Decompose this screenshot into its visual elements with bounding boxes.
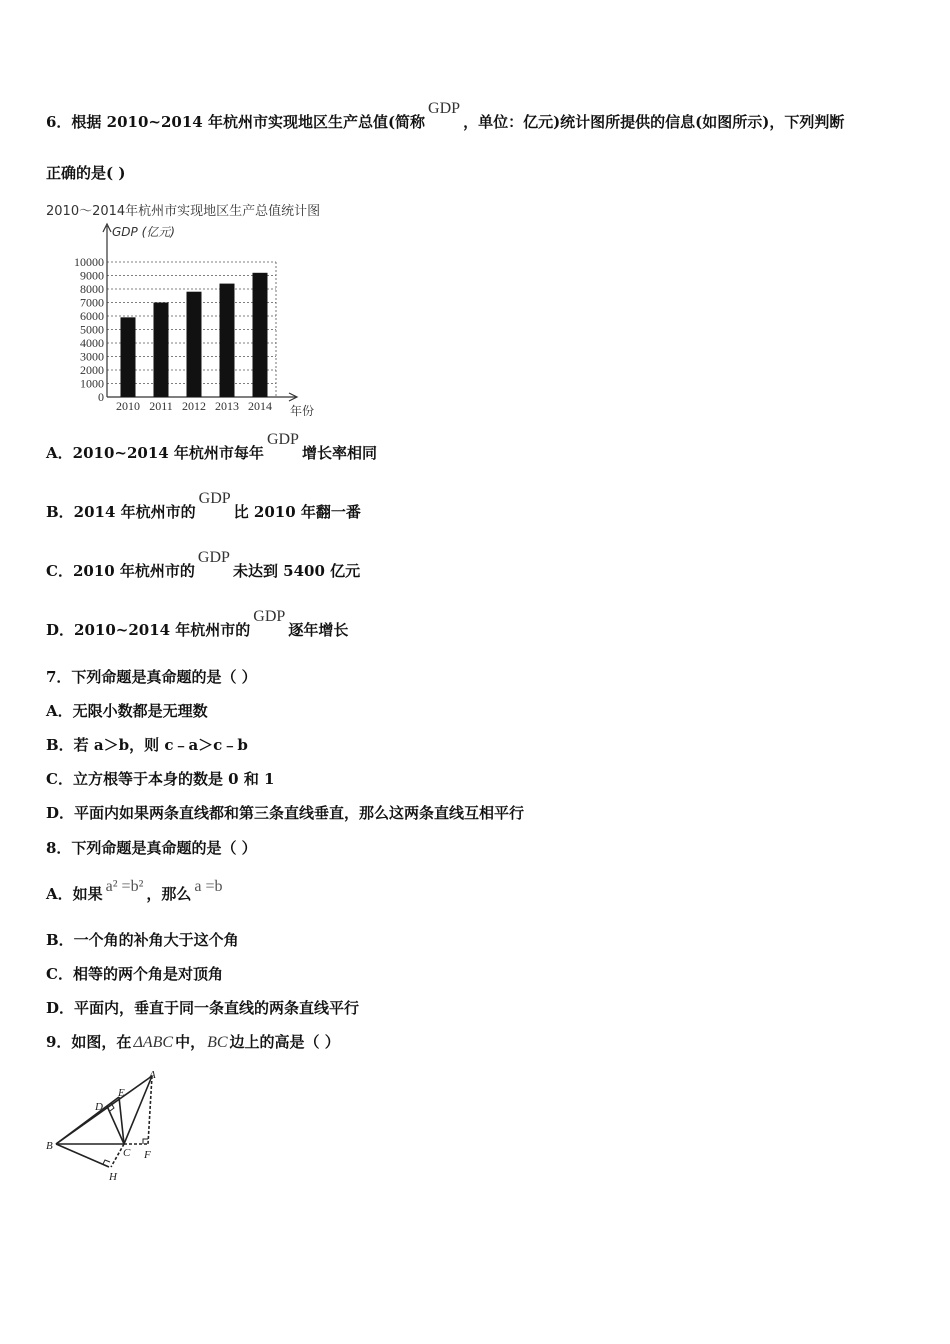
q8-option-d: D．平面内，垂直于同一条直线的两条直线平行 — [46, 999, 360, 1017]
segment-be — [56, 1097, 119, 1144]
q7-option-b: B．若 a＞b，则 c﹣a＞c﹣b — [46, 736, 248, 754]
q9-triangle-symbol: ΔABC — [133, 1034, 174, 1051]
q6-option-d-part1: D．2010~2014 年杭州市的 — [46, 621, 251, 639]
gdp-bar-chart — [44, 200, 344, 420]
bar — [121, 317, 136, 397]
triangle-figure — [44, 1070, 174, 1190]
y-tick-label: 5000 — [80, 322, 104, 337]
q7-option-a: A．无限小数都是无理数 — [46, 702, 208, 720]
q7-option-c: C．立方根等于本身的数是 0 和 1 — [46, 770, 275, 788]
q6-stem-part1: 6．根据 2010~2014 年杭州市实现地区生产总值(简称 — [46, 113, 426, 131]
q8-option-b: B．一个角的补角大于这个角 — [46, 931, 239, 949]
q6-option-b-gdp: GDP — [198, 490, 231, 507]
q8-option-a-part1: A．如果 — [46, 885, 103, 903]
x-tick-label: 2014 — [248, 399, 272, 413]
q6-gdp-term: GDP — [428, 100, 461, 117]
q8-option-a-part2: ，那么 — [146, 885, 192, 903]
chart-title: 2010～2014年杭州市实现地区生产总值统计图 — [46, 204, 321, 219]
y-tick-label: 3000 — [80, 349, 104, 364]
y-tick-label: 0 — [98, 390, 104, 404]
y-tick-label: 1000 — [80, 376, 104, 391]
y-tick-label: 7000 — [80, 295, 104, 310]
q8-option-a — [46, 878, 226, 905]
y-tick-label: 2000 — [80, 363, 104, 377]
q6-option-a-part1: A．2010~2014 年杭州市每年 — [46, 444, 264, 462]
y-tick-label: 9000 — [80, 268, 104, 283]
q8-option-c: C．相等的两个角是对顶角 — [46, 965, 223, 983]
x-tick-label: 2011 — [149, 399, 173, 413]
q6-option-c-part1: C．2010 年杭州市的 — [46, 562, 195, 580]
q9-stem-part1: 9．如图，在 — [46, 1033, 132, 1051]
q9-stem-part3: 边上的高是（ ） — [229, 1033, 340, 1051]
q7-stem: 7．下列命题是真命题的是（ ） — [46, 668, 257, 686]
right-angle-h — [103, 1160, 110, 1164]
q6-stem-line2: 正确的是( ) — [46, 164, 126, 182]
bar — [154, 303, 169, 398]
label-e: E — [118, 1087, 125, 1099]
bar — [187, 292, 202, 397]
y-tick-label: 6000 — [80, 309, 104, 323]
q9-stem — [46, 1032, 340, 1053]
q6-option-a-part2: 增长率相同 — [301, 444, 377, 462]
q6-option-a-gdp: GDP — [266, 431, 299, 448]
y-tick-label: 10000 — [74, 255, 104, 269]
q6-stem-part2: ，单位：亿元)统计图所提供的信息(如图所示)，下列判断 — [463, 113, 845, 131]
q6-option-b — [46, 490, 361, 523]
bar — [253, 273, 268, 397]
x-tick-label: 2012 — [182, 399, 206, 413]
q6-option-d — [46, 608, 349, 641]
label-h: H — [109, 1171, 117, 1183]
segment-bh — [56, 1144, 109, 1167]
label-f: F — [144, 1149, 151, 1161]
q6-option-c — [46, 549, 361, 582]
label-c: C — [123, 1147, 131, 1159]
q9-side-bc: BC — [207, 1034, 228, 1051]
q7-option-d: D．平面内如果两条直线都和第三条直线垂直，那么这两条直线互相平行 — [46, 804, 525, 822]
y-tick-label: 8000 — [80, 282, 104, 296]
q6-option-a — [46, 431, 377, 464]
q6-stem-line1 — [46, 100, 845, 133]
q6-option-b-part2: 比 2010 年翻一番 — [233, 503, 361, 521]
chart-ylabel: GDP (亿元) — [112, 225, 175, 239]
label-b: B — [46, 1140, 53, 1152]
label-d: D — [95, 1101, 103, 1113]
q6-option-c-part2: 未达到 5400 亿元 — [232, 562, 361, 580]
y-tick-label: 4000 — [80, 336, 104, 350]
q8-stem: 8．下列命题是真命题的是（ ） — [46, 839, 257, 857]
q9-stem-part2: 中， — [175, 1033, 206, 1051]
bar — [220, 284, 235, 397]
q6-option-c-gdp: GDP — [197, 549, 230, 566]
q8-option-a-formula1: a² =b² — [105, 878, 144, 895]
x-tick-label: 2010 — [116, 399, 140, 413]
q6-option-d-part2: 逐年增长 — [288, 621, 349, 639]
label-a: A — [149, 1070, 156, 1081]
q6-option-d-gdp: GDP — [253, 608, 286, 625]
q8-option-a-formula2: a =b — [194, 878, 223, 895]
q6-option-b-part1: B．2014 年杭州市的 — [46, 503, 196, 521]
x-tick-label: 2013 — [215, 399, 239, 413]
chart-xlabel: 年份 — [290, 404, 315, 418]
